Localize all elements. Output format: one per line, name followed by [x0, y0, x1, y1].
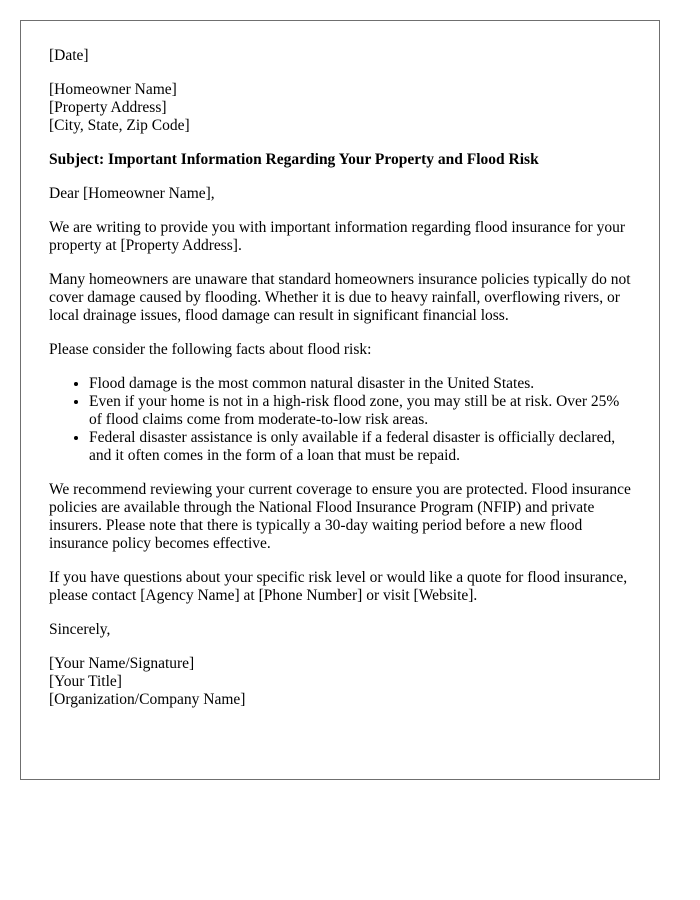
body-paragraph — [49, 219, 631, 255]
flood-facts-list — [49, 375, 631, 465]
recommendation-paragraph: We recommend reviewing your current coverage to ensure you are protected. Flood insurance policies are available through the National Flood Insurance Program (NFIP) and private insurers. Please note that there is typically a 30-day waiting period before a new flood insurance policy becomes effective. — [49, 481, 631, 552]
salutation-block — [49, 185, 631, 203]
recipient-name: [Homeowner Name] — [49, 81, 177, 98]
recipient-address-block — [49, 81, 631, 135]
list-item: • Even if your home is not in a high-risk flood zone, you may still be at risk. Over 25% of flood claims come from moderate-to-low risk areas. — [89, 393, 631, 429]
signature-title: [Your Title] — [49, 673, 122, 690]
facts-intro-paragraph: Please consider the following facts about flood risk: — [49, 341, 372, 358]
sign-off: Sincerely, — [49, 621, 111, 638]
recipient-city-state-zip: [City, State, Zip Code] — [49, 117, 190, 134]
sign-off-block — [49, 621, 631, 639]
subject-block — [49, 151, 631, 169]
contact-paragraph: If you have questions about your specific risk level or would like a quote for flood insurance, please contact [Agency Name] at [Phone Number] or visit [Website]. — [49, 569, 628, 604]
intro-paragraph: We are writing to provide you with important information regarding flood insurance for your property at [Property Address]. — [49, 219, 625, 254]
letter-date: [Date] — [49, 47, 89, 64]
date-block — [49, 47, 631, 65]
list-item: • Flood damage is the most common natural disaster in the United States. — [89, 375, 631, 393]
list-item: • Federal disaster assistance is only available if a federal disaster is officially declared, and it often comes in the form of a loan that must be repaid. — [89, 429, 631, 465]
body-paragraph — [49, 481, 631, 553]
salutation: Dear [Homeowner Name], — [49, 185, 215, 202]
signature-block — [49, 655, 631, 709]
subject-line: Subject: Important Information Regarding Your Property and Flood Risk — [49, 151, 539, 168]
body-paragraph — [49, 271, 631, 325]
signature-name: [Your Name/Signature] — [49, 655, 195, 672]
letter-page — [20, 20, 660, 780]
signature-organization: [Organization/Company Name] — [49, 691, 246, 708]
recipient-address: [Property Address] — [49, 99, 167, 116]
body-paragraph — [49, 341, 631, 359]
coverage-paragraph: Many homeowners are unaware that standard homeowners insurance policies typically do not cover damage caused by flooding. Whether it is due to heavy rainfall, overflowing rivers, or local drainage issues, flood damage can result in significant financial loss. — [49, 271, 631, 324]
body-paragraph — [49, 569, 631, 605]
